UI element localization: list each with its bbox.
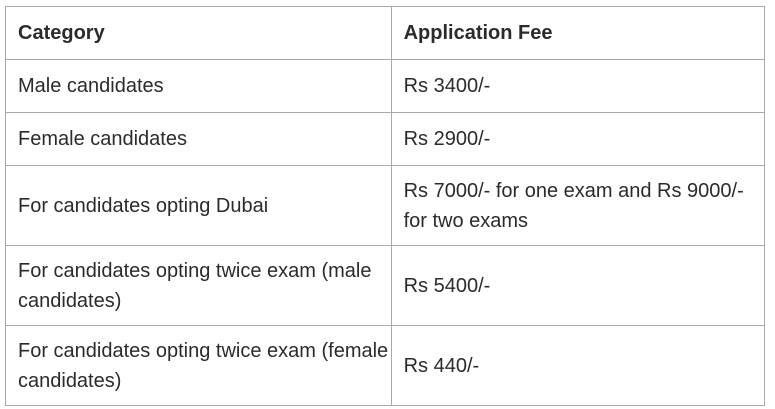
header-application-fee: Application Fee: [391, 7, 764, 60]
fee-cell: Rs 3400/-: [391, 60, 764, 113]
table-row: [6, 113, 765, 166]
header-category: Category: [6, 7, 392, 60]
application-fee-table: [5, 6, 765, 406]
category-cell: Female candidates: [6, 113, 392, 166]
fee-cell: Rs 440/-: [391, 326, 764, 406]
category-cell: For candidates opting twice exam (female candidates): [6, 326, 392, 406]
table-row: [6, 166, 765, 246]
category-cell: Male candidates: [6, 60, 392, 113]
table-row: [6, 246, 765, 326]
fee-cell: Rs 5400/-: [391, 246, 764, 326]
fee-cell: Rs 2900/-: [391, 113, 764, 166]
table-row: [6, 60, 765, 113]
fee-cell: Rs 7000/- for one exam and Rs 9000/- for two exams: [391, 166, 764, 246]
table-header-row: [6, 7, 765, 60]
category-cell: For candidates opting Dubai: [6, 166, 392, 246]
category-cell: For candidates opting twice exam (male candidates): [6, 246, 392, 326]
table-row: [6, 326, 765, 406]
